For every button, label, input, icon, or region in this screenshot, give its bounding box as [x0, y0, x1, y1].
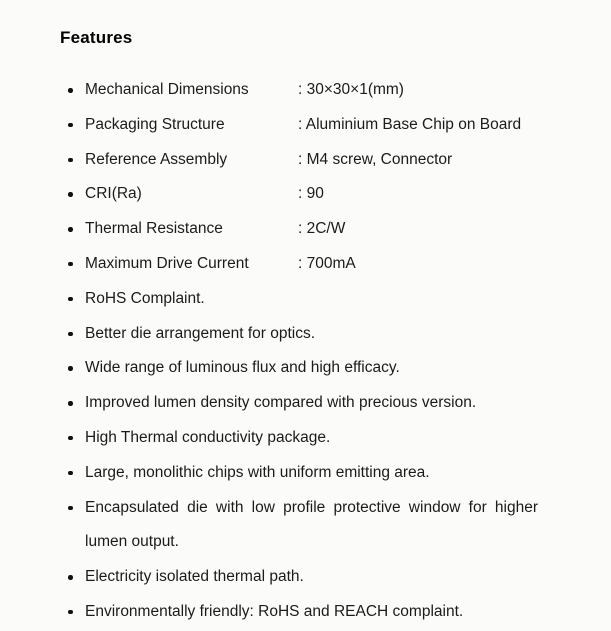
spec-value: : 2C/W: [298, 220, 346, 238]
spec-item: [60, 212, 538, 247]
feature-item: Encapsulated die with low profile protective window for higher lumen output.: [60, 491, 538, 561]
spec-item: [60, 177, 538, 212]
feature-item: Better die arrangement for optics.: [60, 317, 538, 352]
spec-value: : 700mA: [298, 254, 356, 272]
spec-label: Mechanical Dimensions: [85, 81, 249, 98]
spec-label: Maximum Drive Current: [85, 254, 249, 272]
spec-label: Reference Assembly: [85, 150, 228, 168]
feature-item: Environmentally friendly: RoHS and REACH complaint.: [60, 595, 538, 630]
features-heading: Features: [60, 28, 133, 47]
feature-item: RoHS Complaint.: [60, 282, 538, 317]
feature-item: High Thermal conductivity package.: [60, 421, 538, 456]
feature-item: Improved lumen density compared with precious version.: [60, 386, 538, 421]
spec-label: CRI(Ra): [85, 185, 142, 203]
feature-item: Wide range of luminous flux and high efficacy.: [60, 351, 538, 386]
spec-value: : 90: [298, 185, 324, 203]
spec-item: [60, 73, 538, 108]
spec-value: : M4 screw, Connector: [298, 150, 453, 168]
spec-item: [60, 247, 538, 282]
spec-item: [60, 108, 538, 143]
features-list: [60, 73, 538, 630]
spec-label: Thermal Resistance: [85, 220, 223, 238]
feature-item: Electricity isolated thermal path.: [60, 560, 538, 595]
spec-value: : Aluminium Base Chip on Board: [298, 115, 522, 133]
feature-item: Large, monolithic chips with uniform emitting area.: [60, 456, 538, 491]
spec-label: Packaging Structure: [85, 115, 225, 133]
spec-value: : 30×30×1(mm): [298, 81, 404, 98]
spec-item: [60, 143, 538, 178]
